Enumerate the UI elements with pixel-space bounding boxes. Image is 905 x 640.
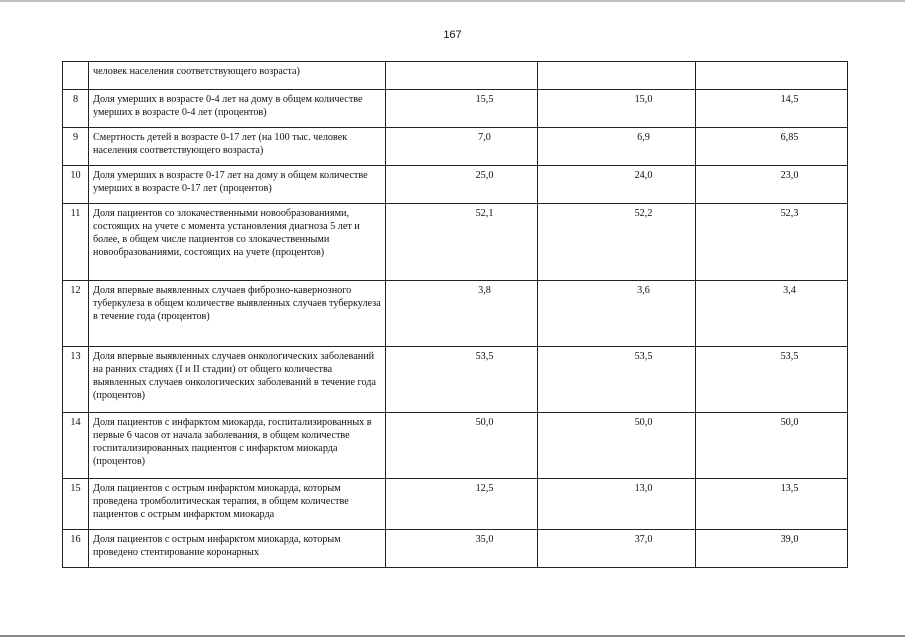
value-col-2: 50,0: [538, 413, 696, 479]
value-col-1: 7,0: [386, 128, 538, 166]
indicator-name: Доля умерших в возрасте 0-17 лет на дому в общем количестве умерших в возрасте 0-17 лет (процентов): [89, 166, 386, 204]
value-col-3: 3,4: [696, 281, 848, 347]
value-col-1: [386, 62, 538, 90]
value-col-1: 35,0: [386, 530, 538, 568]
indicator-name: Доля впервые выявленных случаев онкологических заболеваний на ранних стадиях (I и II стадии) от общего количества выявленных случаев онкологических заболеваний в течение года (процентов): [89, 347, 386, 413]
indicator-name: Доля пациентов с острым инфарктом миокарда, которым проведена тромболитическая терапия, в общем количестве пациентов с острым инфарктом миокарда: [89, 479, 386, 530]
value-col-1: 15,5: [386, 90, 538, 128]
table-row: [63, 204, 848, 281]
value-col-2: 13,0: [538, 479, 696, 530]
row-number: 8: [63, 90, 89, 128]
row-number: 11: [63, 204, 89, 281]
value-col-3: [696, 62, 848, 90]
row-number: [63, 62, 89, 90]
value-col-3: 13,5: [696, 479, 848, 530]
indicator-name: Доля пациентов с инфарктом миокарда, госпитализированных в первые 6 часов от начала заболевания, в общем количестве госпитализированных пациентов с инфарктом миокарда (процентов): [89, 413, 386, 479]
indicator-name: Доля пациентов с острым инфарктом миокарда, которым проведено стентирование коронарных: [89, 530, 386, 568]
value-col-1: 53,5: [386, 347, 538, 413]
table-row: [63, 530, 848, 568]
indicator-name: Доля впервые выявленных случаев фиброзно-кавернозного туберкулеза в общем количестве выявленных случаев туберкулеза в течение года (процентов): [89, 281, 386, 347]
row-number: 15: [63, 479, 89, 530]
table-row: [63, 281, 848, 347]
value-col-1: 50,0: [386, 413, 538, 479]
value-col-2: 52,2: [538, 204, 696, 281]
value-col-2: 24,0: [538, 166, 696, 204]
value-col-3: 14,5: [696, 90, 848, 128]
row-number: 12: [63, 281, 89, 347]
table-row: [63, 413, 848, 479]
value-col-3: 53,5: [696, 347, 848, 413]
indicators-table: [62, 61, 848, 568]
value-col-3: 52,3: [696, 204, 848, 281]
indicator-name: Доля умерших в возрасте 0-4 лет на дому в общем количестве умерших в возрасте 0-4 лет (процентов): [89, 90, 386, 128]
indicator-name: человек населения соответствующего возраста): [89, 62, 386, 90]
row-number: 10: [63, 166, 89, 204]
table-row: [63, 62, 848, 90]
value-col-2: 15,0: [538, 90, 696, 128]
value-col-2: 3,6: [538, 281, 696, 347]
value-col-1: 3,8: [386, 281, 538, 347]
value-col-2: [538, 62, 696, 90]
table-row: [63, 479, 848, 530]
table-row: [63, 128, 848, 166]
value-col-2: 6,9: [538, 128, 696, 166]
table-row: [63, 347, 848, 413]
table-row: [63, 166, 848, 204]
value-col-3: 6,85: [696, 128, 848, 166]
value-col-1: 12,5: [386, 479, 538, 530]
value-col-3: 23,0: [696, 166, 848, 204]
value-col-3: 39,0: [696, 530, 848, 568]
value-col-2: 53,5: [538, 347, 696, 413]
row-number: 16: [63, 530, 89, 568]
value-col-1: 52,1: [386, 204, 538, 281]
page-bottom-edge: [0, 635, 905, 637]
page-top-edge: [0, 0, 905, 2]
value-col-3: 50,0: [696, 413, 848, 479]
page-number: 167: [443, 29, 462, 41]
value-col-2: 37,0: [538, 530, 696, 568]
table-row: [63, 90, 848, 128]
value-col-1: 25,0: [386, 166, 538, 204]
indicator-name: Смертность детей в возрасте 0-17 лет (на 100 тыс. человек населения соответствующего возраста): [89, 128, 386, 166]
row-number: 13: [63, 347, 89, 413]
indicator-name: Доля пациентов со злокачественными новообразованиями, состоящих на учете с момента установления диагноза 5 лет и более, в общем числе пациентов со злокачественными новообразованиями, состоящих на учете (процентов): [89, 204, 386, 281]
row-number: 14: [63, 413, 89, 479]
row-number: 9: [63, 128, 89, 166]
